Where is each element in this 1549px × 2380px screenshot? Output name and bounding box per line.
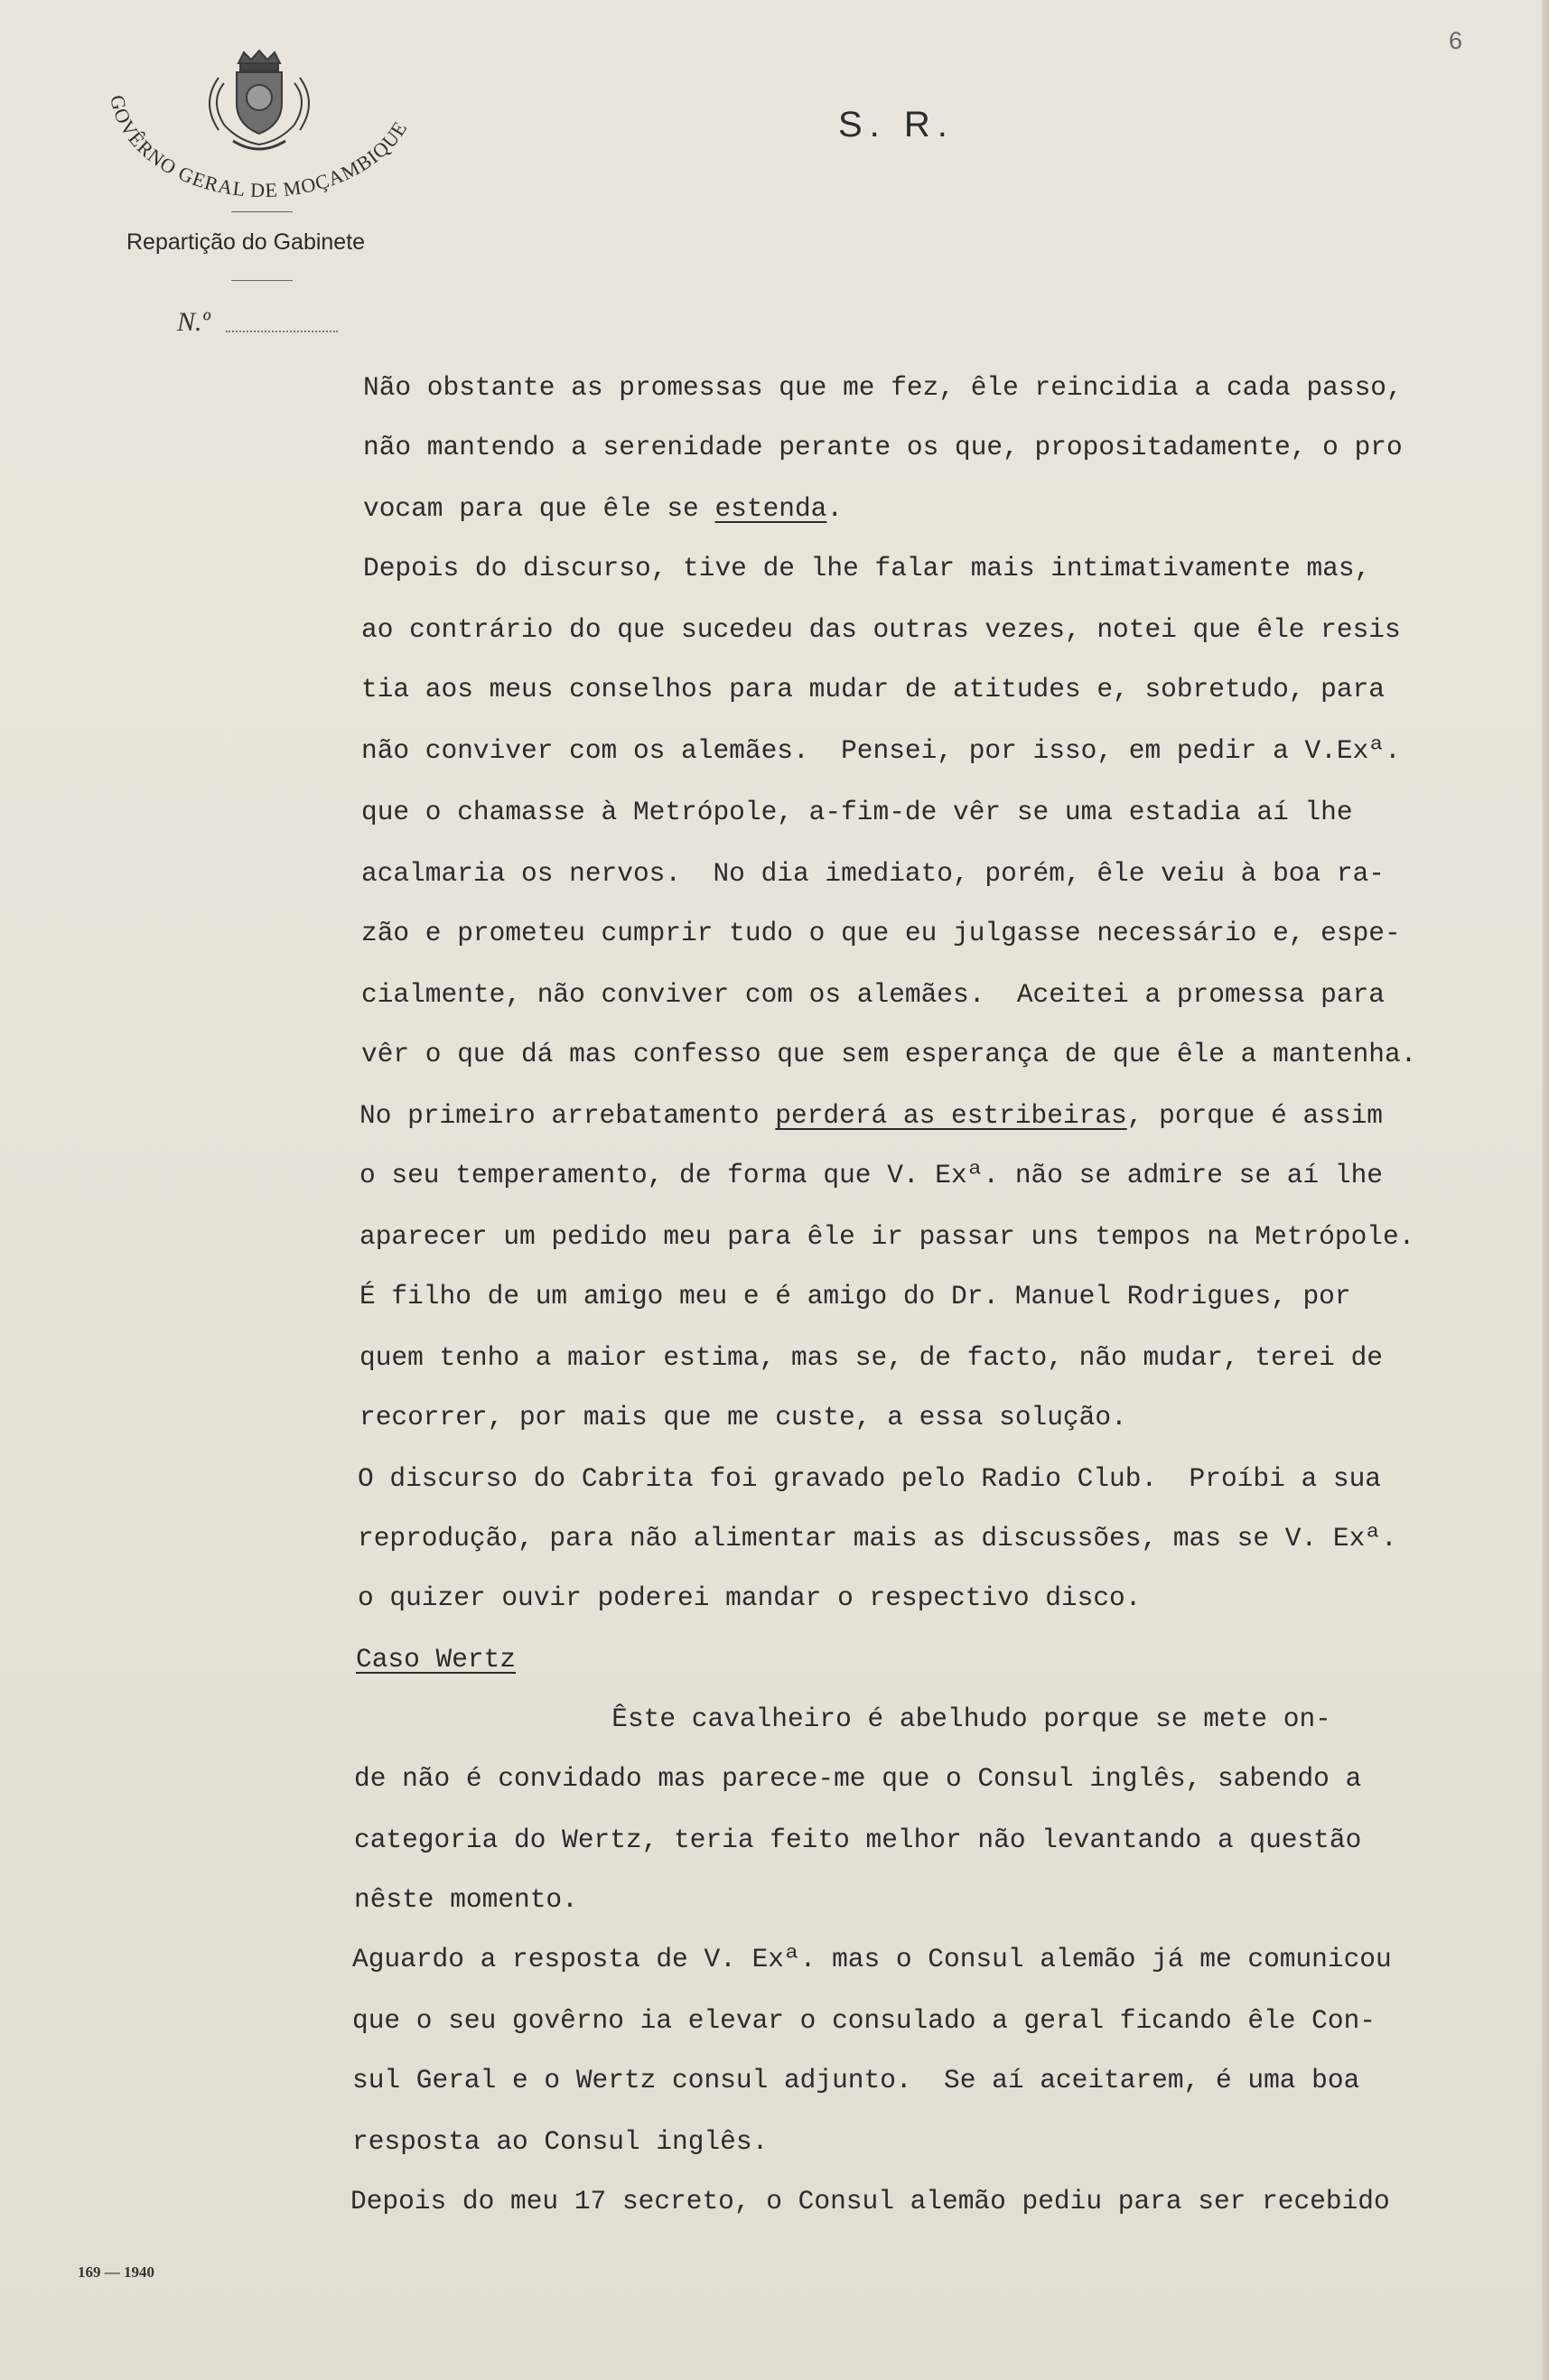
form-code: 169 — 1940	[78, 2263, 154, 2281]
letter-line	[361, 797, 1535, 840]
letter-line	[363, 372, 1535, 415]
line-text: Depois do meu 17 secreto, o Consul alemão pediu para ser recebido	[350, 2186, 1390, 2217]
letter-line	[361, 674, 1535, 717]
letter-line	[354, 1825, 1535, 1868]
line-text: Êste cavalheiro é abelhudo porque se mete on-	[356, 1703, 1331, 1734]
line-text: O discurso do Cabrita foi gravado pelo Radio Club. Proíbi a sua	[358, 1463, 1381, 1494]
line-text: aparecer um pedido meu para êle ir passar uns tempos na Metrópole.	[359, 1221, 1415, 1252]
letter-line	[352, 2065, 1535, 2108]
letter-line	[354, 1763, 1535, 1806]
line-text: vêr o que dá mas confesso que sem esperança de que êle a mantenha.	[361, 1039, 1417, 1069]
line-text: categoria do Wertz, teria feito melhor não levantando a questão	[354, 1825, 1362, 1855]
divider	[231, 280, 293, 281]
line-text: No primeiro arrebatamento	[359, 1100, 776, 1131]
letter-line	[359, 1402, 1535, 1445]
line-text: não mantendo a serenidade perante os que, propositadamente, o pro	[363, 432, 1403, 462]
line-text: sul Geral e o Wertz consul adjunto. Se aí aceitarem, é uma boa	[352, 2065, 1360, 2095]
letter-line	[358, 1582, 1535, 1626]
reference-number-label: N.º	[177, 307, 210, 337]
svg-text:GOVÊRNO GERAL DE MOÇAMBIQUE	[106, 93, 412, 201]
letter-line	[361, 858, 1535, 901]
line-text: resposta ao Consul inglês.	[352, 2126, 769, 2157]
line-text: recorrer, por mais que me custe, a essa solução.	[359, 1402, 1127, 1433]
line-text: ao contrário do que sucedeu das outras vezes, notei que êle resis	[361, 614, 1401, 645]
line-text: reprodução, para não alimentar mais as discussões, mas se V. Exª.	[358, 1523, 1397, 1554]
letter-line	[361, 979, 1535, 1022]
line-text: que o chamasse à Metrópole, a-fim-de vêr se uma estadia aí lhe	[361, 797, 1353, 827]
underlined-phrase: perderá as estribeiras	[775, 1100, 1127, 1131]
line-text: Não obstante as promessas que me fez, êle reincidia a cada passo,	[363, 372, 1403, 403]
line-text: acalmaria os nervos. No dia imediato, porém, êle veiu à boa ra-	[361, 858, 1385, 889]
divider	[231, 211, 293, 212]
line-text: o seu temperamento, de forma que V. Exª. não se admire se aí lhe	[359, 1160, 1383, 1190]
letterhead-arc-text	[90, 36, 434, 217]
line-text: não conviver com os alemães. Pensei, por isso, em pedir a V.Exª.	[361, 735, 1401, 766]
line-text: quem tenho a maior estima, mas se, de facto, não mudar, terei de	[359, 1342, 1383, 1373]
line-text: .	[826, 493, 844, 524]
letter-line	[363, 553, 1535, 596]
reference-number-blank	[226, 331, 338, 332]
letterhead-arc-label: GOVÊRNO GERAL DE MOÇAMBIQUE	[106, 93, 412, 202]
letter-line	[363, 493, 1535, 537]
line-text: Aguardo a resposta de V. Exª. mas o Consul alemão já me comunicou	[352, 1944, 1392, 1974]
line-text: o quizer ouvir poderei mandar o respectivo disco.	[358, 1582, 1142, 1613]
page-edge	[1542, 0, 1549, 2380]
line-text: que o seu govêrno ia elevar o consulado a geral ficando êle Con-	[352, 2005, 1376, 2036]
letter-line	[356, 1644, 1535, 1687]
line-text: zão e prometeu cumprir tudo o que eu julgasse necessário e, espe-	[361, 918, 1401, 948]
line-text: , porque é assim	[1126, 1100, 1383, 1131]
underlined-phrase: estenda	[714, 493, 827, 524]
letter-line	[358, 1523, 1535, 1566]
letter-line	[361, 918, 1535, 961]
heading: S. R.	[838, 105, 955, 145]
underlined-phrase: Caso Wertz	[356, 1644, 517, 1675]
letter-line	[359, 1100, 1535, 1143]
line-text: nêste momento.	[354, 1884, 578, 1915]
letter-line	[361, 735, 1535, 779]
letter-line	[352, 2126, 1535, 2170]
letter-line	[358, 1463, 1535, 1507]
department-label: Repartição do Gabinete	[126, 229, 366, 255]
letter-line	[350, 2186, 1535, 2229]
line-text: de não é convidado mas parece-me que o Consul inglês, sabendo a	[354, 1763, 1362, 1794]
line-text: É filho de um amigo meu e é amigo do Dr. Manuel Rodrigues, por	[359, 1281, 1351, 1311]
letter-line	[359, 1281, 1535, 1324]
letter-line	[363, 432, 1535, 475]
letter-line	[359, 1160, 1535, 1203]
line-text: tia aos meus conselhos para mudar de atitudes e, sobretudo, para	[361, 674, 1385, 705]
letter-line	[352, 2005, 1535, 2049]
letter-line	[361, 614, 1535, 658]
letter-line	[354, 1884, 1535, 1927]
page-number: 6	[1449, 27, 1463, 54]
line-text: cialmente, não conviver com os alemães. Aceitei a promessa para	[361, 979, 1385, 1010]
letter-line	[359, 1221, 1535, 1265]
line-text: vocam para que êle se	[363, 493, 715, 524]
letter-line	[361, 1039, 1535, 1082]
line-text: Depois do discurso, tive de lhe falar mais intimativamente mas,	[363, 553, 1371, 583]
letter-line	[352, 1944, 1535, 1987]
letter-line	[359, 1342, 1535, 1386]
letter-line	[356, 1703, 1535, 1747]
